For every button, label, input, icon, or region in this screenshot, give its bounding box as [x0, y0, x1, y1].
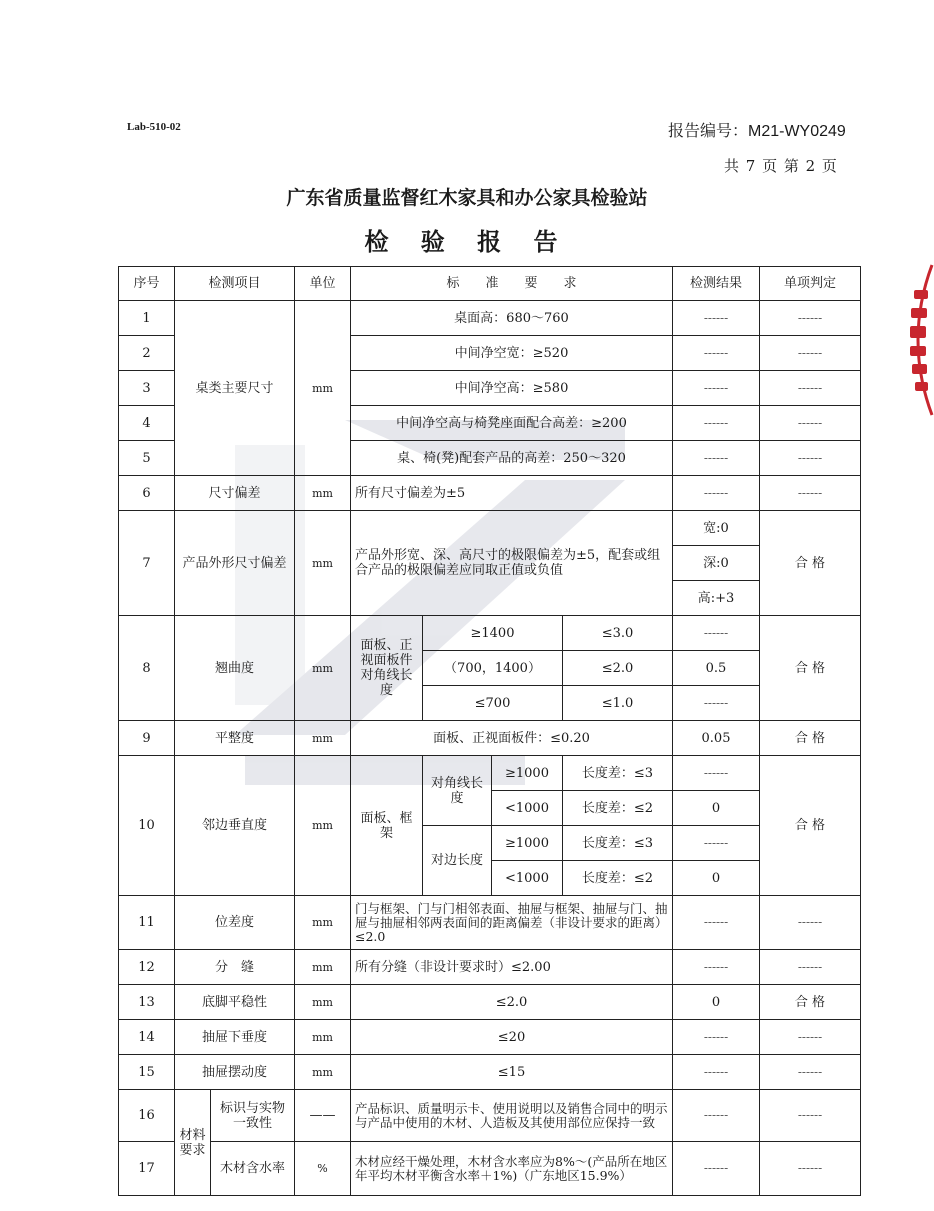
row-item: 标识与实物一致性	[211, 1090, 295, 1142]
row-result: ------	[673, 616, 760, 651]
row-item: 分 缝	[175, 950, 295, 985]
row-no: 4	[119, 406, 175, 441]
row-unit: mm	[295, 1055, 351, 1090]
perp-limit: 长度差：≤2	[563, 861, 673, 896]
row-requirement: 桌面高：680～760	[351, 301, 673, 336]
row-item: 平整度	[175, 721, 295, 756]
row-no: 7	[119, 511, 175, 616]
result-height: 高:+3	[673, 581, 760, 616]
row-verdict: 合 格	[760, 985, 861, 1020]
row-no: 1	[119, 301, 175, 336]
perp-limit: 长度差：≤3	[563, 826, 673, 861]
row-requirement: 所有尺寸偏差为±5	[351, 476, 673, 511]
perp-subject: 面板、框架	[351, 756, 423, 896]
row-verdict: 合 格	[760, 756, 861, 896]
warp-limit: ≤2.0	[563, 651, 673, 686]
row-result: 0.05	[673, 721, 760, 756]
row-result: ------	[673, 441, 760, 476]
perp-range: <1000	[492, 861, 563, 896]
row-no: 12	[119, 950, 175, 985]
col-header-requirement: 标 准 要 求	[351, 267, 673, 301]
row-item: 抽屉摆动度	[175, 1055, 295, 1090]
perp-range: <1000	[492, 791, 563, 826]
col-header-result: 检测结果	[673, 267, 760, 301]
perp-limit: 长度差：≤3	[563, 756, 673, 791]
warp-range: ≤700	[423, 686, 563, 721]
row-result: ------	[673, 1055, 760, 1090]
row-verdict: ------	[760, 476, 861, 511]
row-verdict: ------	[760, 441, 861, 476]
row-result: ------	[673, 896, 760, 950]
row-verdict: 合 格	[760, 616, 861, 721]
row-unit: mm	[295, 476, 351, 511]
row-unit: mm	[295, 896, 351, 950]
row-item: 桌类主要尺寸	[175, 301, 295, 476]
row-result: ------	[673, 686, 760, 721]
warp-limit: ≤1.0	[563, 686, 673, 721]
inspection-table	[118, 266, 861, 1196]
row-no: 17	[119, 1142, 175, 1196]
material-group-label: 材料要求	[175, 1090, 211, 1196]
row-no: 11	[119, 896, 175, 950]
row-no: 13	[119, 985, 175, 1020]
row-verdict: ------	[760, 371, 861, 406]
table-row	[119, 721, 861, 756]
row-result: ------	[673, 476, 760, 511]
table-row	[119, 1020, 861, 1055]
table-row	[119, 476, 861, 511]
row-no: 6	[119, 476, 175, 511]
row-unit: mm	[295, 721, 351, 756]
row-requirement: ≤2.0	[351, 985, 673, 1020]
row-result: ------	[673, 1020, 760, 1055]
row-result: ------	[673, 406, 760, 441]
row-verdict: ------	[760, 1055, 861, 1090]
row-requirement: 门与框架、门与门相邻表面、抽屉与框架、抽屉与门、抽屉与抽屉相邻两表面间的距离偏差（非设计要求的距离）≤2.0	[351, 896, 673, 950]
row-unit: mm	[295, 301, 351, 476]
row-result: ------	[673, 1090, 760, 1142]
row-no: 2	[119, 336, 175, 371]
row-requirement: 面板、正视面板件：≤0.20	[351, 721, 673, 756]
row-item: 翘曲度	[175, 616, 295, 721]
row-result: ------	[673, 950, 760, 985]
row-result: ------	[673, 826, 760, 861]
row-verdict: 合 格	[760, 511, 861, 616]
table-row	[119, 301, 861, 336]
perp-opposite: 对边长度	[423, 826, 492, 896]
table-row	[119, 616, 861, 651]
row-result: ------	[673, 756, 760, 791]
perp-range: ≥1000	[492, 826, 563, 861]
row-unit: mm	[295, 756, 351, 896]
report-title: 检 验 报 告	[364, 228, 570, 256]
perp-limit: 长度差：≤2	[563, 791, 673, 826]
warp-subject: 面板、正视面板件对角线长度	[351, 616, 423, 721]
row-no: 8	[119, 616, 175, 721]
row-result: 0	[673, 861, 760, 896]
perp-range: ≥1000	[492, 756, 563, 791]
row-no: 5	[119, 441, 175, 476]
row-item: 抽屉下垂度	[175, 1020, 295, 1055]
row-result: 0	[673, 985, 760, 1020]
row-verdict: ------	[760, 950, 861, 985]
row-verdict: ------	[760, 301, 861, 336]
table-header-row	[119, 267, 861, 301]
row-verdict: ------	[760, 1090, 861, 1142]
table-row	[119, 985, 861, 1020]
row-requirement: ≤20	[351, 1020, 673, 1055]
row-result: ------	[673, 1142, 760, 1196]
row-item: 产品外形尺寸偏差	[175, 511, 295, 616]
row-result: 0.5	[673, 651, 760, 686]
report-number: 报告编号：M21-WY0249	[668, 123, 846, 140]
row-unit: mm	[295, 950, 351, 985]
table-row	[119, 950, 861, 985]
row-unit: %	[295, 1142, 351, 1196]
row-result: ------	[673, 336, 760, 371]
warp-range: ≥1400	[423, 616, 563, 651]
row-requirement: 木材应经干燥处理，木材含水率应为8%～(产品所在地区年平均木材平衡含水率＋1%)（广东地区15.9%）	[351, 1142, 673, 1196]
table-row	[119, 1142, 861, 1196]
row-requirement: 产品标识、质量明示卡、使用说明以及销售合同中的明示与产品中使用的木材、人造板及其使用部位应保持一致	[351, 1090, 673, 1142]
row-unit: mm	[295, 1020, 351, 1055]
col-header-unit: 单位	[295, 267, 351, 301]
row-verdict: 合 格	[760, 721, 861, 756]
table-row	[119, 896, 861, 950]
row-result: ------	[673, 301, 760, 336]
row-requirement: 中间净空宽：≥520	[351, 336, 673, 371]
row-item: 邻边垂直度	[175, 756, 295, 896]
row-result: 0	[673, 791, 760, 826]
table-row	[119, 756, 861, 791]
row-no: 15	[119, 1055, 175, 1090]
row-verdict: ------	[760, 336, 861, 371]
row-unit: ——	[295, 1090, 351, 1142]
row-unit: mm	[295, 511, 351, 616]
row-item: 底脚平稳性	[175, 985, 295, 1020]
row-requirement: 产品外形宽、深、高尺寸的极限偏差为±5，配套或组合产品的极限偏差应同取正值或负值	[351, 511, 673, 616]
row-verdict: ------	[760, 1142, 861, 1196]
page-info: 共 7 页 第 2 页	[724, 157, 838, 175]
col-header-verdict: 单项判定	[760, 267, 861, 301]
row-verdict: ------	[760, 896, 861, 950]
row-verdict: ------	[760, 406, 861, 441]
row-no: 14	[119, 1020, 175, 1055]
red-stamp-seal	[902, 260, 934, 420]
row-requirement: 桌、椅(凳)配套产品的高差：250～320	[351, 441, 673, 476]
col-header-item: 检测项目	[175, 267, 295, 301]
row-result: ------	[673, 371, 760, 406]
organization-name: 广东省质量监督红木家具和办公家具检验站	[286, 187, 648, 209]
table-row	[119, 1055, 861, 1090]
result-depth: 深:0	[673, 546, 760, 581]
row-unit: mm	[295, 985, 351, 1020]
result-width: 宽:0	[673, 511, 760, 546]
row-requirement: 中间净空高：≥580	[351, 371, 673, 406]
table-row	[119, 1090, 861, 1142]
row-verdict: ------	[760, 1020, 861, 1055]
perp-diagonal: 对角线长度	[423, 756, 492, 826]
row-no: 16	[119, 1090, 175, 1142]
lab-code: Lab-510-02	[127, 121, 181, 133]
row-no: 9	[119, 721, 175, 756]
row-requirement: 中间净空高与椅凳座面配合高差：≥200	[351, 406, 673, 441]
row-requirement: ≤15	[351, 1055, 673, 1090]
warp-range: （700，1400）	[423, 651, 563, 686]
row-no: 10	[119, 756, 175, 896]
table-row	[119, 511, 861, 546]
row-item: 尺寸偏差	[175, 476, 295, 511]
warp-limit: ≤3.0	[563, 616, 673, 651]
col-header-no: 序号	[119, 267, 175, 301]
row-requirement: 所有分缝（非设计要求时）≤2.00	[351, 950, 673, 985]
row-item: 位差度	[175, 896, 295, 950]
row-item: 木材含水率	[211, 1142, 295, 1196]
row-unit: mm	[295, 616, 351, 721]
row-no: 3	[119, 371, 175, 406]
